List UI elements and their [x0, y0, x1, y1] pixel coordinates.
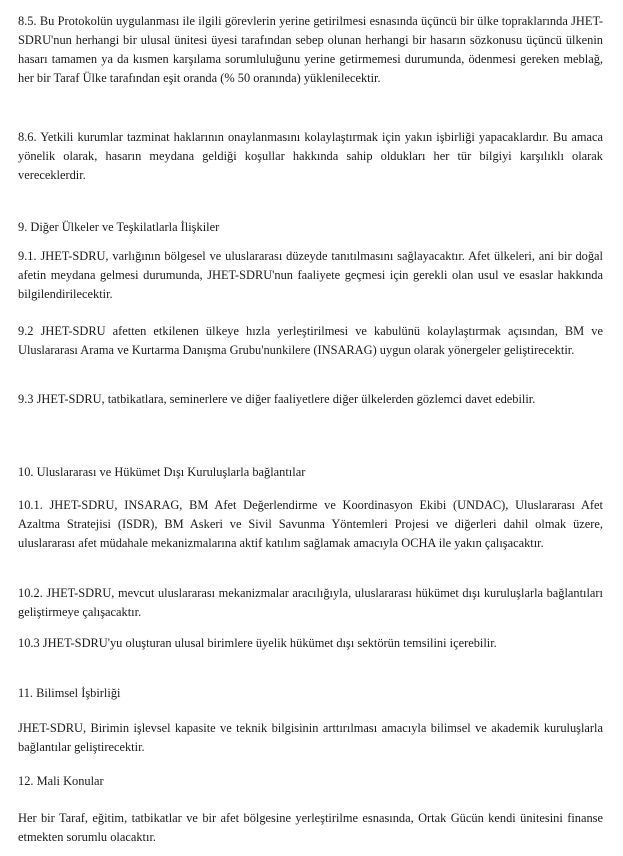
heading-11: 11. Bilimsel İşbirliği	[18, 686, 121, 700]
paragraph-10-2: 10.2. JHET-SDRU, mevcut uluslararası mekanizmalar aracılığıyla, uluslararası hükümet dışı kuruluşlarla bağlantıları geliştirmeye çalışacaktır.	[18, 586, 603, 619]
paragraph-12: Her bir Taraf, eğitim, tatbikatlar ve bir afet bölgesine yerleştirilme esnasında, Ortak Gücün kendi ünitesini finanse etmekten sorumlu olacaktır.	[18, 811, 603, 844]
heading-12: 12. Mali Konular	[18, 774, 104, 788]
paragraph-9-2: 9.2 JHET-SDRU afetten etkilenen ülkeye hızla yerleştirilmesi ve kabulünü kolaylaştırmak açısından, BM ve Uluslararası Arama ve Kurtarma Danışma Grubu'nunkilere (INSARAG) uygun olarak yönergeler geliştirecektir.	[18, 324, 603, 357]
paragraph-9-3: 9.3 JHET-SDRU, tatbikatlara, seminerlere ve diğer faaliyetlere diğer ülkelerden gözlemci davet edebilir.	[18, 392, 536, 406]
heading-10: 10. Uluslararası ve Hükümet Dışı Kuruluşlarla bağlantılar	[18, 465, 306, 479]
paragraph-9-1: 9.1. JHET-SDRU, varlığının bölgesel ve uluslararası düzeyde tanıtılmasını sağlayacaktır. Afet ülkeleri, ani bir doğal afetin meydana gelmesi durumunda, JHET-SDRU'nun faaliyete geçmesi için gerekli olan usul ve esaslar hakkında bilgilendirilecektir.	[18, 249, 603, 301]
paragraph-8-5: 8.5. Bu Protokolün uygulanması ile ilgili görevlerin yerine getirilmesi esnasında üçüncü bir ülke topraklarında JHET-SDRU'nun herhangi bir ulusal ünitesi üyesi tarafından sebep olunan herhangi bir hasarın sözkonusu üçüncü ülkenin hasarı tamamen ya da kısmen karşılama sorumluluğunu yerine getirmemesi durumunda, ödenmesi gereken meblağ, her bir Taraf Ülke tarafından eşit oranda (% 50 oranında) yüklenilecektir.	[18, 14, 603, 85]
paragraph-10-3: 10.3 JHET-SDRU'yu oluşturan ulusal birimlere üyelik hükümet dışı sektörün temsilini içerebilir.	[18, 636, 497, 650]
heading-9: 9. Diğer Ülkeler ve Teşkilatlarla İlişkiler	[18, 220, 220, 234]
paragraph-8-6: 8.6. Yetkili kurumlar tazminat haklarının onaylanmasını kolaylaştırmak için yakın işbirliği yapacaklardır. Bu amaca yönelik olarak, hasarın meydana geldiği koşullar hakkında sahip oldukları her tür bilgiyi karşılıklı olarak vereceklerdir.	[18, 130, 603, 182]
paragraph-10-1: 10.1. JHET-SDRU, INSARAG, BM Afet Değerlendirme ve Koordinasyon Ekibi (UNDAC), Uluslararası Afet Azaltma Stratejisi (ISDR), BM Askeri ve Sivil Savunma Yöntemleri Projesi ve diğerleri dahil olmak üzere, uluslararası afet müdahale mekanizmalarına aktif katılım sağlamak amacıyla OCHA ile yakın çalışacaktır.	[18, 498, 603, 550]
paragraph-11: JHET-SDRU, Birimin işlevsel kapasite ve teknik bilgisinin arttırılması amacıyla bilimsel ve akademik kuruluşlarla bağlantılar geliştirecektir.	[18, 721, 603, 754]
